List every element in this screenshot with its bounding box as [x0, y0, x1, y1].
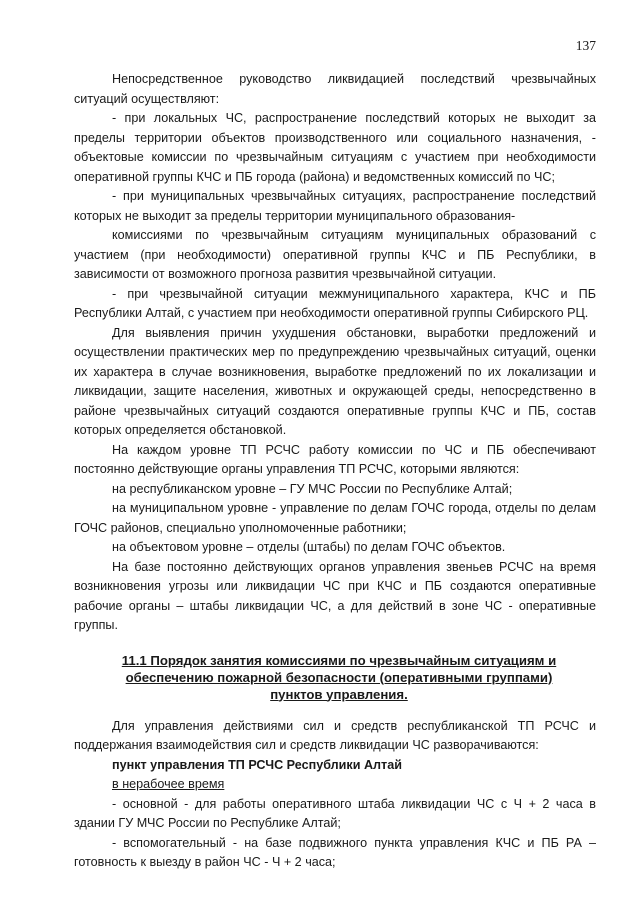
paragraph: Для выявления причин ухудшения обстановки, выработки предложений и осуществлении практических мер по предупреждению чрезвычайных ситуаций, оценки их характера в случае возникновения, выработке предложений по их локализации и ликвидации, защите населения, животных и окружающей среды, непосредственно в районе чрезвычайных ситуаций создаются оперативные группы КЧС и ПБ, состав которых определяется обстановкой. [74, 325, 596, 437]
section-heading: 11.1 Порядок занятия комиссиями по чрезвычайным ситуациям и обеспечению пожарной безопасности (оперативными группами) пунктов управления. [121, 652, 557, 702]
paragraph: - вспомогательный - на базе подвижного пункта управления КЧС и ПБ РА – готовность к выезду в район ЧС - Ч + 2 часа; [74, 835, 596, 869]
paragraph: На базе постоянно действующих органов управления звеньев РСЧС на время возникновения угрозы или ликвидации ЧС при КЧС и ПБ создаются оперативные рабочие органы – штабы ликвидации ЧС, а для действий в зоне ЧС - оперативные группы. [74, 559, 596, 632]
paragraph: - при чрезвычайной ситуации межмуниципального характера, КЧС и ПБ Республики Алтай, с участием при необходимости оперативной группы Сибирского РЦ. [74, 286, 596, 320]
paragraph: На каждом уровне ТП РСЧС работу комиссии по ЧС и ПБ обеспечивают постоянно действующие органы управления ТП РСЧС, которыми являются: [74, 442, 596, 476]
off-hours-text: в нерабочее время [112, 777, 225, 791]
paragraph: на республиканском уровне – ГУ МЧС России по Республике Алтай; [112, 481, 513, 496]
paragraph: комиссиями по чрезвычайным ситуациям муниципальных образований с участием (при необходимости) оперативной группы КЧС и ПБ Республики, в зависимости от возможного прогноза развития чрезвычайной ситуации. [74, 228, 596, 281]
paragraph: на муниципальном уровне - управление по делам ГОЧС города, отделы по делам ГОЧС районов, специально уполномоченные работники; [74, 501, 596, 535]
paragraph: на объектовом уровне – отделы (штабы) по делам ГОЧС объектов. [112, 540, 506, 554]
document-body [74, 70, 596, 873]
paragraph: - при локальных ЧС, распространение последствий которых не выходит за пределы территории объектов производственного или социального назначения, - объектовые комиссии по чрезвычайным ситуациям с участием при необходимости оперативной группы КЧС и ПБ города (района) и ведомственных комиссий по ЧС; [74, 111, 596, 184]
off-hours-label [74, 775, 596, 795]
paragraph: - основной - для работы оперативного штаба ликвидации ЧС с Ч + 2 часа в здании ГУ МЧС России по Республике Алтай; [74, 796, 596, 830]
page-number: 137 [575, 38, 596, 53]
paragraph: - при муниципальных чрезвычайных ситуациях, распространение последствий которых не выходит за пределы территории муниципального образования- [74, 189, 596, 223]
paragraph: Непосредственное руководство ликвидацией последствий чрезвычайных ситуаций осуществляют: [74, 72, 596, 106]
command-post-title: пункт управления ТП РСЧС Республики Алтай [112, 757, 402, 772]
intro-paragraph: Для управления действиями сил и средств республиканской ТП РСЧС и поддержания взаимодействия сил и средств ликвидации ЧС разворачиваются: [74, 718, 596, 752]
